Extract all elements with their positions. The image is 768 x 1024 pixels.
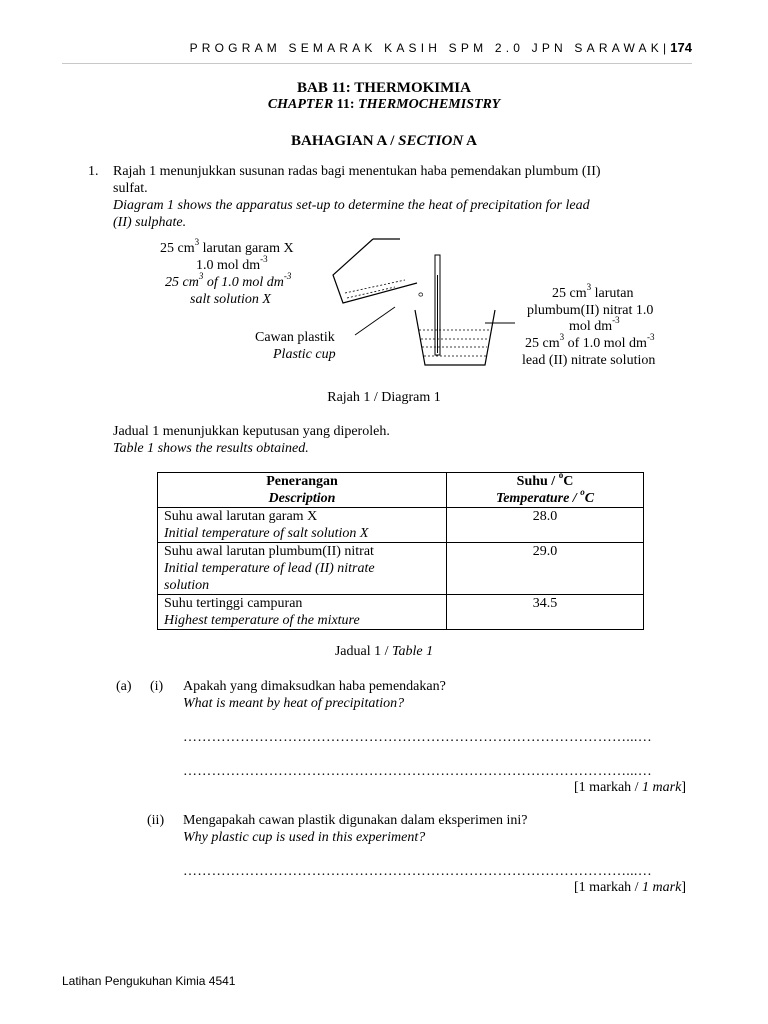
- diagram-cup-label-english: Plastic cup: [273, 347, 336, 362]
- cup-solution: [419, 330, 491, 356]
- mark-allocation: [1 markah / 1 mark]: [574, 880, 686, 895]
- diagram-left-label-4: salt solution X: [190, 292, 271, 307]
- table-row: Suhu awal larutan garam X Initial temperature of salt solution X 28.0: [158, 508, 644, 543]
- diagram-cup-label-malay: Cawan plastik: [255, 330, 335, 345]
- diagram-right-label-3: mol $dm^{-3}$: [569, 315, 620, 334]
- thermometer-scale-mark: o: [416, 292, 425, 297]
- table-row: Suhu tertinggi campuran Highest temperature of the mixture 34.5: [158, 595, 644, 630]
- table-intro-english: Table 1 shows the results obtained.: [113, 441, 309, 456]
- answer-line[interactable]: …………………………………………………………………………………...…: [183, 730, 652, 745]
- plastic-cup: [415, 310, 495, 365]
- page-header: PROGRAM SEMARAK KASIH SPM 2.0 JPN SARAWAK|174: [189, 40, 692, 55]
- part-a-i-label: (i): [150, 679, 164, 694]
- header-description-malay: Penerangan: [266, 474, 338, 489]
- question-text-english-1: Diagram 1 shows the apparatus set-up to determine the heat of precipitation for lead: [113, 198, 590, 213]
- part-a-ii-label: (ii): [147, 813, 165, 828]
- program-title: PROGRAM SEMARAK KASIH SPM 2.0 JPN SARAWAK: [189, 41, 663, 55]
- question-text-english-2: (II) sulphate.: [113, 215, 187, 230]
- question-number: 1.: [88, 164, 99, 179]
- part-a-i-question-malay: Apakah yang dimaksudkan haba pemendakan?: [183, 679, 446, 694]
- table-row: Suhu awal larutan plumbum(II) nitrat Initial temperature of lead (II) nitrate solution 29.0: [158, 543, 644, 595]
- chapter-title-malay: BAB 11: THERMOKIMIA: [297, 80, 471, 96]
- part-a-i-question-english: What is meant by heat of precipitation?: [183, 696, 405, 711]
- answer-line[interactable]: …………………………………………………………………………………...…: [183, 764, 652, 779]
- table-caption: Jadual 1 / Table 1: [334, 644, 434, 659]
- mark-allocation: [1 markah / 1 mark]: [574, 780, 686, 795]
- header-temperature-english: Temperature / $^o$C: [495, 487, 595, 506]
- thermometer: [435, 255, 440, 355]
- part-a-ii-question-malay: Mengapakah cawan plastik digunakan dalam eksperimen ini?: [183, 813, 528, 828]
- diagram-right-label-4: 25 $cm^3$ of 1.0 mol $dm^{-3}$: [525, 332, 655, 351]
- header-temperature-malay: Suhu / $^o$C: [516, 470, 574, 489]
- diagram-right-label-5: lead (II) nitrate solution: [522, 353, 656, 368]
- header-divider: [62, 63, 692, 64]
- diagram-right-label-2: plumbum(II) nitrat 1.0: [527, 303, 654, 318]
- cup-pointer-line: [355, 307, 395, 335]
- results-table: [157, 472, 644, 630]
- part-a-ii-question-english: Why plastic cup is used in this experiment?: [183, 830, 426, 845]
- question-text-malay-2: sulfat.: [113, 181, 148, 196]
- diagram-left-label-3: 25 $cm^3$ of 1.0 mol $dm^{-3}$: [165, 271, 292, 290]
- chapter-title-english: CHAPTER 11: THERMOCHEMISTRY: [267, 97, 501, 112]
- page-footer: Latihan Pengukuhan Kimia 4541: [62, 974, 236, 988]
- diagram-left-label-2: 1.0 mol $dm^{-3}$: [196, 254, 268, 273]
- temperature-value: 28.0: [447, 508, 644, 543]
- diagram-right-label-1: 25 $cm^3$ larutan: [552, 282, 634, 301]
- page-number: 174: [670, 40, 692, 55]
- header-description-english: Description: [268, 491, 336, 506]
- section-title: BAHAGIAN A / SECTION A: [291, 133, 477, 149]
- question-text-malay-1: Rajah 1 menunjukkan susunan radas bagi menentukan haba pemendakan plumbum (II): [113, 164, 601, 179]
- temperature-value: 34.5: [447, 595, 644, 630]
- diagram-caption: Rajah 1 / Diagram 1: [327, 390, 441, 405]
- diagram-left-label-1: 25 $cm^3$ larutan garam X: [160, 237, 294, 256]
- table-header-row: [158, 473, 644, 508]
- answer-line[interactable]: …………………………………………………………………………………...…: [183, 864, 652, 879]
- table-intro-malay: Jadual 1 menunjukkan keputusan yang diperoleh.: [113, 424, 390, 439]
- temperature-value: 29.0: [447, 543, 644, 595]
- part-a-label: (a): [116, 679, 132, 694]
- apparatus-diagram: [325, 235, 520, 375]
- pouring-beaker: [333, 239, 417, 303]
